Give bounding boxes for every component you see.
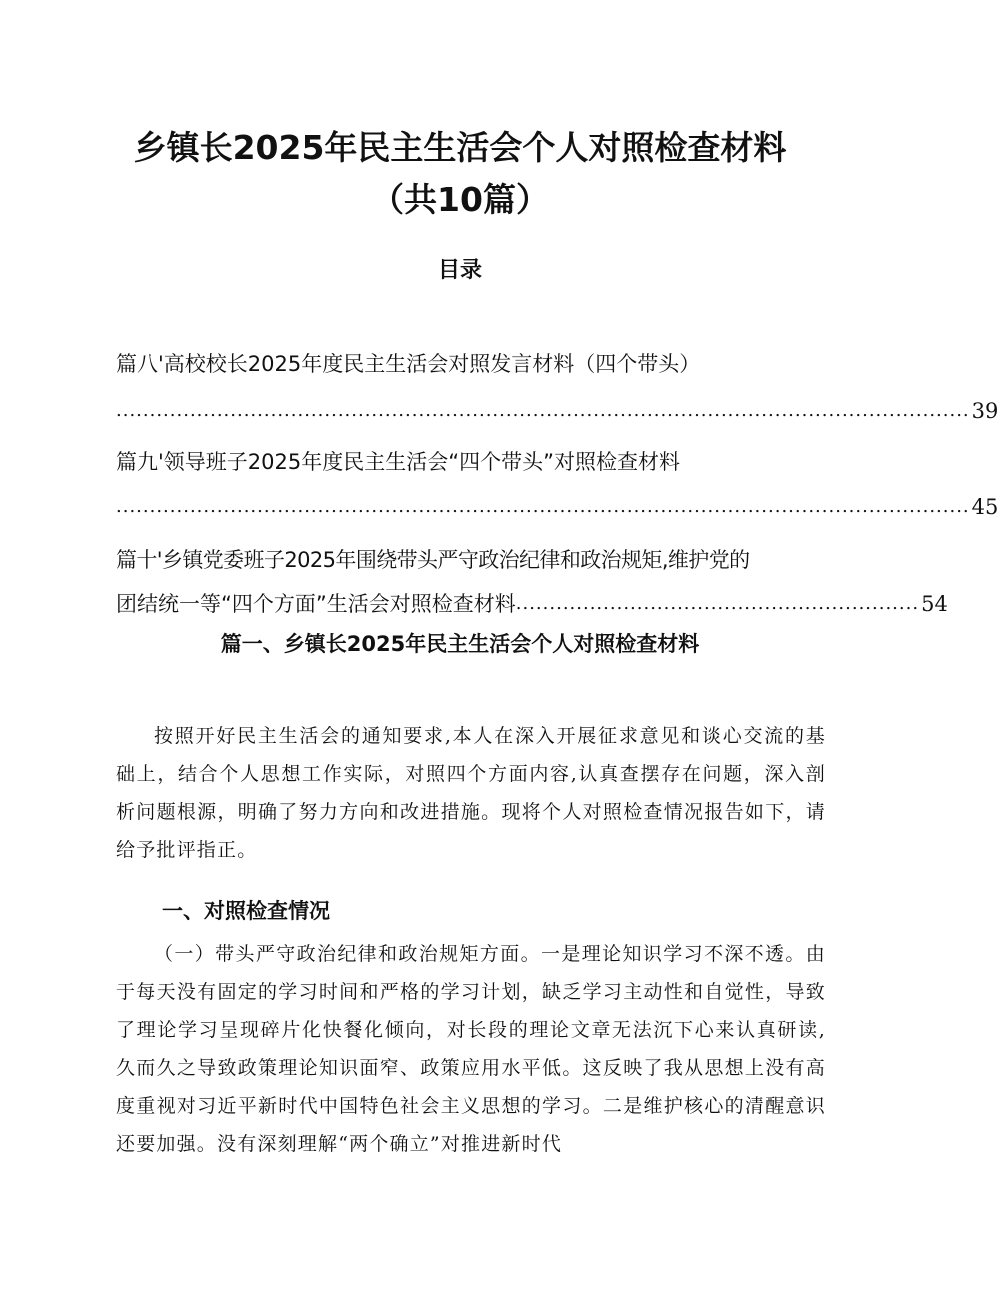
heading-check-situation: 一、对照检查情况	[162, 899, 330, 923]
document-title-line-2: （共10篇）	[371, 180, 549, 219]
toc-entry-8-title[interactable]: 篇八'高校校长2025年度民主生活会对照发言材料（四个带头）	[116, 352, 701, 376]
toc-entry-10-title-line-1[interactable]: 篇十'乡镇党委班子2025年围绕带头严守政治纪律和政治规矩,维护党的	[116, 548, 750, 572]
toc-entry-10-dots: ............................................................	[515, 593, 920, 614]
toc-entry-10-title-line-2: 团结统一等“四个方面”生活会对照检查材料	[116, 592, 516, 616]
toc-entry-9-page: 45	[971, 495, 998, 519]
body-paragraph-1: （一）带头严守政治纪律和政治规矩方面。一是理论知识学习不深不透。由于每天没有固定的学习时间和严格的学习计划，缺乏学习主动性和自觉性，导致了理论学习呈现碎片化快餐化倾向，对长段的理论文章无法沉下心来认真研读,久而久之导致政策理论知识面窄、政策应用水平低。这反映了我从思想上没有高度重视对习近平新时代中国特色社会主义思想的学习。二是维护核心的清醒意识还要加强。没有深刻理解“两个确立”对推进新时代	[116, 943, 826, 1155]
document-title-line-1: 乡镇长2025年民主生活会个人对照检查材料	[133, 128, 787, 167]
toc-entry-9-title[interactable]: 篇九'领导班子2025年度民主生活会“四个带头”对照检查材料	[116, 450, 680, 474]
toc-entry-8-dots: ...............................................................................................................................	[116, 400, 970, 421]
toc-entry-8-page: 39	[971, 399, 998, 423]
section-title: 篇一、乡镇长2025年民主生活会个人对照检查材料	[220, 632, 700, 656]
toc-entry-10-page: 54	[921, 592, 948, 616]
toc-entry-9-leader[interactable]	[116, 492, 998, 522]
toc-entry-8-leader[interactable]	[116, 396, 998, 426]
toc-entry-9-dots: ...............................................................................................................................	[116, 496, 970, 517]
toc-heading: 目录	[437, 258, 482, 283]
toc-entry-10-leader[interactable]	[116, 589, 948, 619]
intro-paragraph: 按照开好民主生活会的通知要求,本人在深入开展征求意见和谈心交流的基础上，结合个人思想工作实际，对照四个方面内容,认真查摆存在问题，深入剖析问题根源，明确了努力方向和改进措施。现将个人对照检查情况报告如下，请给予批评指正。	[116, 725, 826, 861]
